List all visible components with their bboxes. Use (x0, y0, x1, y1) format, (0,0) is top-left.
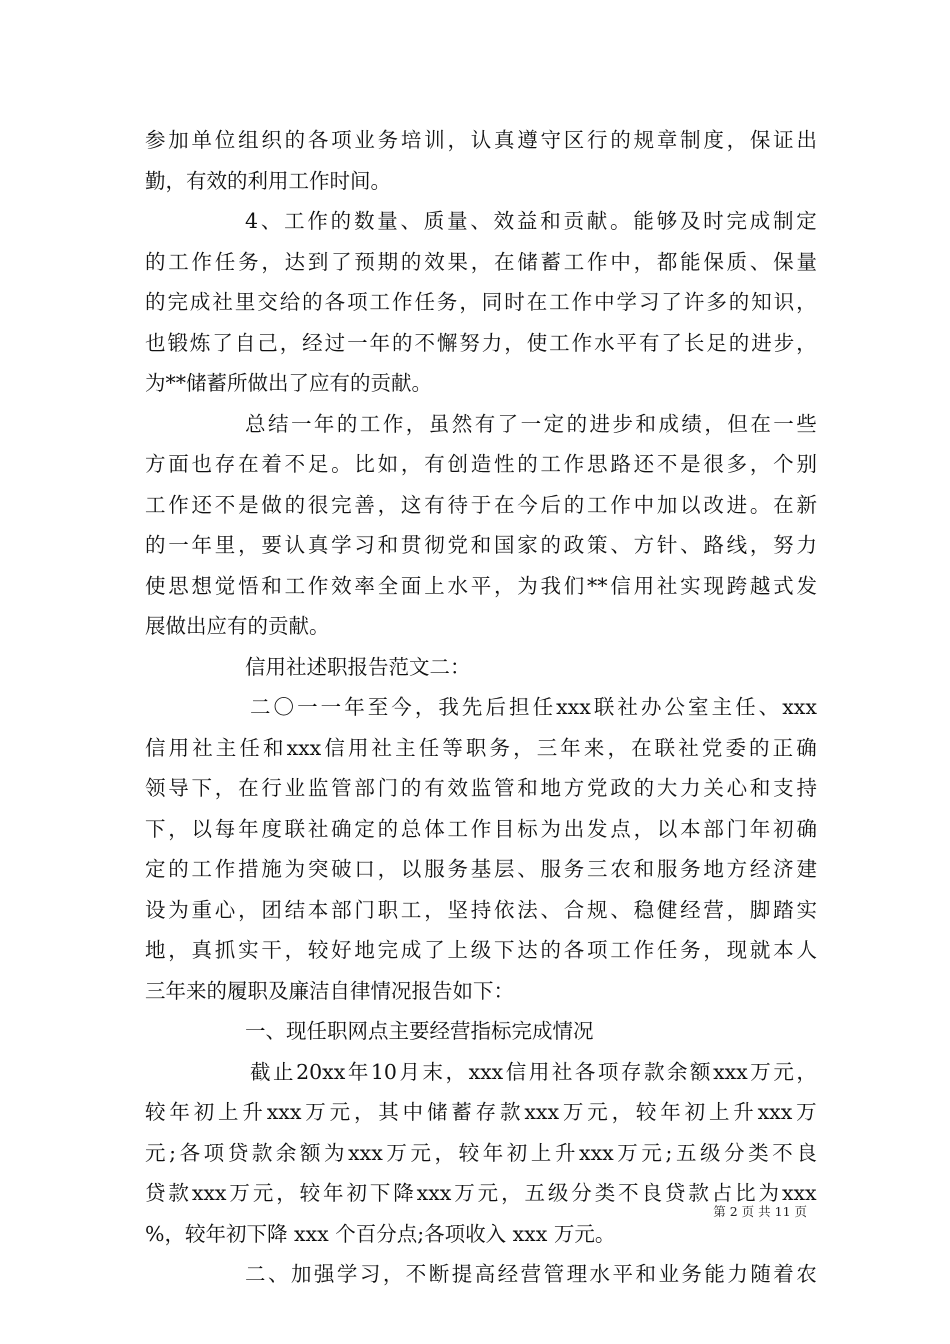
text-line: 领 导 下 ， 在 行 业 监 管 部 门 的 有 效 监 管 和 地 方 党 政 的 大 力 关 心 和 支 持 (145, 776, 817, 800)
text-line: 下 ， 以 每 年 度 联 社 确 定 的 总 体 工 作 目 标 为 出 发 点 ， 以 本 部 门 年 初 确 (145, 816, 817, 841)
text-line: 的 工 作 任 务 ， 达 到 了 预 期 的 效 果 ， 在 储 蓄 工 作 中 ， 都 能 保 质 、 保 量 (145, 249, 817, 274)
text-line: 勤，有效的利用工作时间。 (145, 168, 391, 193)
text-line: 元 ; 各 项 贷 款 余 额 为 xxx 万 元 ， 较 年 初 上 升 xxx 万 元 ; 五 级 分 类 不 良 (145, 1140, 817, 1165)
text-line: 二 〇 一 一 年 至 今 ， 我 先 后 担 任 xxx 联 社 办 公 室 主 任 、 xxx (250, 695, 817, 719)
text-line: %，较年初下降 xxx 个百分点;各项收入 xxx 万元。 (145, 1221, 616, 1246)
text-line: 使 思 想 觉 悟 和 工 作 效 率 全 面 上 水 平 ， 为 我 们 ** 信 用 社 实 现 跨 越 式 发 (145, 573, 817, 598)
text-line: 截 止 20xx 年 10 月 末 ， xxx 信 用 社 各 项 存 款 余 额 xxx 万 元 ， (250, 1059, 817, 1084)
text-line: 信用社述职报告范文二： (245, 654, 471, 679)
text-line: 地 ， 真 抓 实 干 ， 较 好 地 完 成 了 上 级 下 达 的 各 项 工 作 任 务 ， 现 就 本 人 (145, 938, 817, 962)
text-line: 4 、 工 作 的 数 量 、 质 量 、 效 益 和 贡 献 。 能 够 及 时 完 成 制 定 (245, 209, 817, 233)
text-line: 也 锻 炼 了 自 己 ， 经 过 一 年 的 不 懈 努 力 ， 使 工 作 水 平 有 了 长 足 的 进 步 ， (145, 330, 817, 355)
text-line: 为**储蓄所做出了应有的贡献。 (145, 371, 432, 395)
text-line: 的 完 成 社 里 交 给 的 各 项 工 作 任 务 ， 同 时 在 工 作 中 学 习 了 许 多 的 知 识 ， (145, 290, 817, 314)
page-footer: 第 2 页 共 11 页 (713, 1204, 807, 1219)
text-line: 设 为 重 心 ， 团 结 本 部 门 职 工 ， 坚 持 依 法 、 合 规 、 稳 健 经 营 ， 脚 踏 实 (145, 897, 817, 922)
document-body (145, 120, 817, 1295)
text-line: 较 年 初 上 升 xxx 万 元 ， 其 中 储 蓄 存 款 xxx 万 元 ， 较 年 初 上 升 xxx 万 (145, 1100, 817, 1124)
text-line: 贷 款 xxx 万 元 ， 较 年 初 下 降 xxx 万 元 ， 五 级 分 类 不 良 贷 款 占 比 为 xxx (145, 1181, 817, 1205)
text-line: 信 用 社 主 任 和 xxx 信 用 社 主 任 等 职 务 ， 三 年 来 ， 在 联 社 党 委 的 正 确 (145, 735, 817, 760)
text-line: 工 作 还 不 是 做 的 很 完 善 ， 这 有 待 于 在 今 后 的 工 作 中 加 以 改 进 。 在 新 (145, 492, 817, 517)
text-line: 三年来的履职及廉洁自律情况报告如下： (145, 978, 514, 1003)
text-line: 展做出应有的贡献。 (145, 614, 330, 638)
text-line: 定 的 工 作 措 施 为 突 破 口 ， 以 服 务 基 层 、 服 务 三 农 和 服 务 地 方 经 济 建 (145, 857, 817, 881)
text-line: 二 、 加 强 学 习 ， 不 断 提 高 经 营 管 理 水 平 和 业 务 能 力 随 着 农 (245, 1262, 817, 1286)
text-line: 参 加 单 位 组 织 的 各 项 业 务 培 训 ， 认 真 遵 守 区 行 的 规 章 制 度 ， 保 证 出 (145, 128, 817, 152)
text-line: 方 面 也 存 在 着 不 足 。 比 如 ， 有 创 造 性 的 工 作 思 路 还 不 是 很 多 ， 个 别 (145, 452, 817, 476)
text-line: 的 一 年 里 ， 要 认 真 学 习 和 贯 彻 党 和 国 家 的 政 策 、 方 针 、 路 线 ， 努 力 (145, 533, 817, 557)
text-line: 一、现任职网点主要经营指标完成情况 (245, 1019, 594, 1043)
text-line: 总 结 一 年 的 工 作 ， 虽 然 有 了 一 定 的 进 步 和 成 绩 ， 但 在 一 些 (245, 411, 817, 436)
